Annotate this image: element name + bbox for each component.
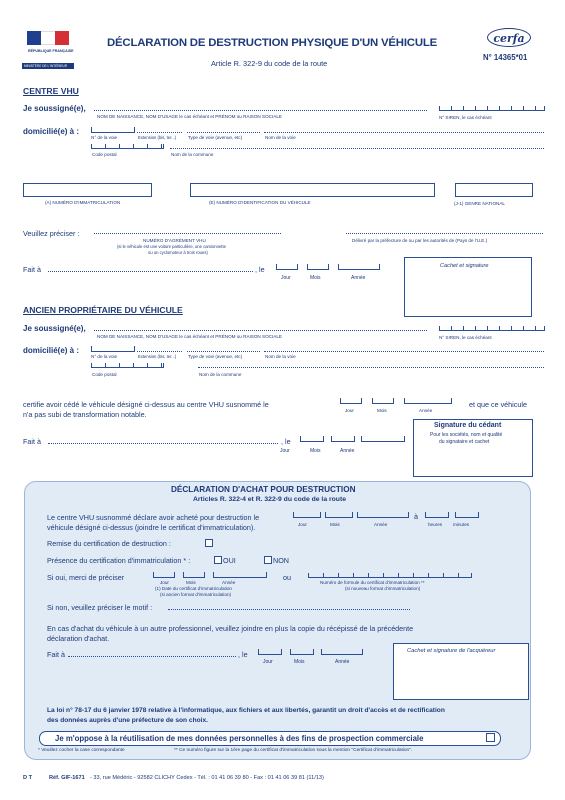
section-heading-vhu: CENTRE VHU xyxy=(23,86,79,96)
ancien-year-hint: Année xyxy=(340,448,355,454)
oppose-label: Je m'oppose à la réutilisation de mes données personnelles à des fins de prospection commerciale xyxy=(55,733,424,743)
vhu-addr-type-field[interactable] xyxy=(187,132,260,133)
vhu-cachet-label: Cachet et signature xyxy=(440,263,489,269)
vhu-addr-name-hint: Nom de la voie xyxy=(265,135,296,140)
achat-title: DÉCLARATION D'ACHAT POUR DESTRUCTION xyxy=(171,485,356,494)
vhu-le-label: , le xyxy=(255,265,265,274)
vhu-agrement-field[interactable] xyxy=(94,233,281,234)
achat-minutes-hint: minutes xyxy=(453,522,470,527)
ancien-le-label: , le xyxy=(281,437,291,446)
achat-sign-year-field[interactable] xyxy=(321,649,363,655)
vhu-genre-field[interactable] xyxy=(455,183,533,197)
ancien-cede-year-field[interactable] xyxy=(404,398,452,404)
vhu-postal-field[interactable] xyxy=(91,144,164,149)
vhu-fait-field[interactable] xyxy=(48,271,253,272)
achat-month-field[interactable] xyxy=(325,512,353,518)
vhu-year-hint: Année xyxy=(351,275,366,281)
vhu-genre-hint: (J-1) GENRE NATIONAL xyxy=(454,201,505,206)
achat-cas-line2: déclaration d'achat. xyxy=(47,634,110,643)
achat-note1: * Veuillez cocher la case correspondante xyxy=(38,748,125,753)
ancien-postal-field[interactable] xyxy=(91,363,164,368)
cerfa-logo-text: cerfa xyxy=(493,32,525,45)
ancien-addr-ext-hint: Extension (bis, ter...) xyxy=(138,354,177,359)
ancien-et-que-label: et que ce véhicule xyxy=(469,400,527,409)
achat-cas-line1: En cas d'achat du véhicule à un autre professionnel, veuillez joindre en plus la copie du récépissé de la précédente xyxy=(47,624,414,633)
achat-presence-label: Présence du certification d'immatriculation * : xyxy=(47,556,191,565)
ancien-fait-field[interactable] xyxy=(48,443,278,444)
achat-remise-checkbox[interactable] xyxy=(205,539,213,547)
achat-fait-label: Fait à xyxy=(47,650,65,659)
achat-year-hint: Année xyxy=(374,522,388,527)
section-heading-ancien: ANCIEN PROPRIÉTAIRE DU VÉHICULE xyxy=(23,305,183,315)
achat-cert-day-hint: Jour xyxy=(160,580,169,585)
ancien-cede-month-field[interactable] xyxy=(372,398,394,404)
ancien-postal-hint: Code postal xyxy=(92,372,117,377)
vhu-fait-label: Fait à xyxy=(23,265,41,274)
achat-a-label: à xyxy=(414,512,418,521)
vhu-agrement-note1: (si le véhicule est une voiture particulière, une camionnette xyxy=(117,244,226,249)
ancien-cede-day-hint: Jour xyxy=(345,408,354,413)
achat-motif-field[interactable] xyxy=(168,609,410,610)
achat-non-checkbox[interactable] xyxy=(264,556,272,564)
ancien-day-field[interactable] xyxy=(300,436,324,442)
logo-text: RÉPUBLIQUE FRANÇAISE xyxy=(28,49,74,53)
achat-sign-month-hint: Mois xyxy=(294,659,305,665)
achat-sign-year-hint: Année xyxy=(335,659,350,665)
republic-logo xyxy=(22,25,74,73)
ancien-cede-year-hint: Année xyxy=(419,408,433,413)
vhu-delivre-field[interactable] xyxy=(346,233,543,234)
vhu-siren-field[interactable] xyxy=(439,106,545,111)
footer-ref: Réf. GIF-1671 xyxy=(49,775,85,781)
ancien-commune-hint: Nom de la commune xyxy=(199,372,242,377)
ancien-signature-title: Signature du cédant xyxy=(434,422,502,429)
vhu-name-field[interactable] xyxy=(94,110,427,111)
achat-date-cert2: (si ancien format d'immatriculation) xyxy=(160,592,232,597)
achat-oui-label: OUI xyxy=(223,556,236,565)
achat-line2: véhicule désigné ci-dessus (joindre le certificat d'immatriculation). xyxy=(47,523,256,532)
page-title: DÉCLARATION DE DESTRUCTION PHYSIQUE D'UN VÉHICULE xyxy=(107,37,438,49)
achat-sign-day-field[interactable] xyxy=(258,649,282,655)
achat-minutes-field[interactable] xyxy=(455,512,479,518)
achat-note2: ** Ce numéro figure sur la 1ère page du certificat d'immatriculation sous la mention "Certificat d'immatriculation". xyxy=(174,748,413,753)
cerfa-logo xyxy=(487,28,531,47)
ancien-month-hint: Mois xyxy=(310,448,321,454)
ancien-addr-type-field[interactable] xyxy=(187,351,260,352)
ancien-day-hint: Jour xyxy=(280,448,290,454)
vhu-domicile-label: domicilié(e) à : xyxy=(23,127,80,136)
ancien-addr-no-hint: N° de la voie xyxy=(91,354,118,359)
footer-address: - 33, rue Médéric - 92582 CLICHY Cedex - Tél. : 01 41 06 39 80 - Fax : 01 41 06 39 81 (11/13) xyxy=(90,775,324,781)
ancien-addr-name-field[interactable] xyxy=(264,351,544,352)
ancien-fait-label: Fait à xyxy=(23,437,41,446)
ancien-addr-no-field[interactable] xyxy=(91,346,135,352)
achat-date-cert1: (1) Date du certificat d'immatriculation xyxy=(155,586,232,591)
vhu-year-field[interactable] xyxy=(338,264,380,270)
achat-hours-hint: heures xyxy=(428,522,443,527)
ancien-name-field[interactable] xyxy=(94,330,427,331)
ancien-addr-name-hint: Nom de la voie xyxy=(265,354,296,359)
vhu-addr-no-field[interactable] xyxy=(91,127,135,133)
achat-ou-label: ou xyxy=(283,573,291,582)
footer-mark: D T xyxy=(23,775,33,781)
ancien-year-field[interactable] xyxy=(361,436,405,442)
vhu-agrement-note2: ou un cyclomoteur à trois roues) xyxy=(148,250,208,255)
vhu-addr-ext-field[interactable] xyxy=(137,132,182,133)
vhu-addr-no-hint: N° de la voie xyxy=(91,135,118,140)
ancien-soussigne-label: Je soussigné(e), xyxy=(23,324,86,333)
ancien-name-hint: NOM DE NAISSANCE, NOM D'USAGE le cas échéant et PRÉNOM ou RAISON SOCIALE xyxy=(97,334,282,339)
achat-sign-day-hint: Jour xyxy=(263,659,273,665)
ancien-month-field[interactable] xyxy=(331,436,355,442)
achat-fait-field[interactable] xyxy=(68,656,236,657)
vhu-name-hint: NOM DE NAISSANCE, NOM D'USAGE le cas échéant et PRÉNOM ou RAISON SOCIALE xyxy=(97,114,282,119)
ancien-addr-type-hint: Type de voie (avenue, etc) xyxy=(188,354,243,359)
achat-cert-year-field[interactable] xyxy=(213,572,267,578)
ancien-commune-field[interactable] xyxy=(198,367,544,368)
vhu-soussigne-label: Je soussigné(e), xyxy=(23,104,86,113)
achat-si-oui-label: Si oui, merci de préciser xyxy=(47,573,125,582)
vhu-commune-field[interactable] xyxy=(170,148,544,149)
vhu-delivre-hint: Délivré par la préfecture de ou par les autorités de (Pays de l'U.E.) xyxy=(352,238,488,243)
ancien-certifie-line2: n'a pas subi de transformation notable. xyxy=(23,410,147,419)
logo-ministry: MINISTÈRE DE L'INTÉRIEUR xyxy=(24,63,68,68)
achat-loi-line2: des données auprès d'une préfecture de son choix. xyxy=(47,717,208,724)
flag-icon xyxy=(27,31,69,45)
vhu-postal-hint: Code postal xyxy=(92,152,117,157)
achat-cert-year-hint: Année xyxy=(222,580,236,585)
achat-line1: Le centre VHU susnommé déclare avoir acheté pour destruction le xyxy=(47,513,260,522)
vhu-day-field[interactable] xyxy=(276,264,298,270)
vhu-preciser-label: Veuillez préciser : xyxy=(23,229,80,238)
ancien-cede-day-field[interactable] xyxy=(340,398,362,404)
achat-le-label: , le xyxy=(238,650,248,659)
vhu-addr-name-field[interactable] xyxy=(264,132,544,133)
achat-cert-month-field[interactable] xyxy=(183,572,205,578)
ancien-addr-ext-field[interactable] xyxy=(137,351,182,352)
achat-cert-day-field[interactable] xyxy=(153,572,175,578)
achat-sign-month-field[interactable] xyxy=(290,649,314,655)
achat-remise-label: Remise du certification de destruction : xyxy=(47,539,171,548)
vhu-immat-hint: (A) NUMÉRO D'IMMATRICULATION xyxy=(45,200,121,205)
achat-formule2: (si nouveau format d'immatriculation) xyxy=(345,586,421,591)
vhu-month-field[interactable] xyxy=(307,264,329,270)
achat-cert-month-hint: Mois xyxy=(186,580,196,585)
vhu-commune-hint: Nom de la commune xyxy=(171,152,214,157)
ancien-signature-sub2: du signataire et cachet xyxy=(439,439,490,445)
achat-day-hint: Jour xyxy=(298,522,307,527)
vhu-month-hint: Mois xyxy=(310,275,321,281)
vhu-ident-field[interactable] xyxy=(190,183,435,197)
achat-subtitle: Articles R. 322-4 et R. 322-9 du code de la route xyxy=(193,496,346,503)
achat-hours-field[interactable] xyxy=(425,512,449,518)
vhu-siren-hint: N° SIREN, le cas échéant xyxy=(439,115,492,120)
vhu-ident-hint: (E) NUMÉRO D'IDENTIFICATION DU VÉHICULE xyxy=(209,200,311,205)
oppose-checkbox[interactable] xyxy=(486,733,495,742)
achat-day-field[interactable] xyxy=(293,512,321,518)
page-subtitle: Article R. 322-9 du code de la route xyxy=(211,59,328,68)
ancien-siren-field[interactable] xyxy=(439,326,545,331)
achat-oui-checkbox[interactable] xyxy=(214,556,222,564)
achat-non-label: NON xyxy=(273,556,289,565)
ancien-signature-sub1: Pour les sociétés, nom et qualité xyxy=(430,432,503,438)
ancien-siren-hint: N° SIREN, le cas échéant xyxy=(439,335,492,340)
vhu-immat-field[interactable] xyxy=(23,183,152,197)
ancien-cede-month-hint: Mois xyxy=(377,408,387,413)
ancien-domicile-label: domicilié(e) à : xyxy=(23,346,80,355)
vhu-addr-type-hint: Type de voie (avenue, etc) xyxy=(188,135,243,140)
vhu-agrement-hint: NUMÉRO D'AGRÉMENT VHU xyxy=(143,238,206,243)
achat-loi-line1: La loi n° 78-17 du 6 janvier 1978 relative à l'informatique, aux fichiers et aux libertés, garantit un droit d'accès et de rectification xyxy=(47,707,445,714)
achat-si-non-label: Si non, veuillez préciser le motif : xyxy=(47,603,153,612)
achat-year-field[interactable] xyxy=(357,512,409,518)
achat-month-hint: Mois xyxy=(330,522,340,527)
vhu-day-hint: Jour xyxy=(281,275,291,281)
vhu-addr-ext-hint: Extension (bis, ter...) xyxy=(138,135,177,140)
achat-formule1: Numéro de formule du certificat d'immatriculation ** xyxy=(320,580,425,585)
ancien-certifie-line1: certifie avoir cédé le véhicule désigné ci-dessus au centre VHU susnommé le xyxy=(23,400,269,409)
achat-formule-field[interactable] xyxy=(308,573,472,578)
cerfa-number: N° 14365*01 xyxy=(483,53,528,62)
achat-cachet-label: Cachet et signature de l'acquéreur xyxy=(407,648,496,654)
